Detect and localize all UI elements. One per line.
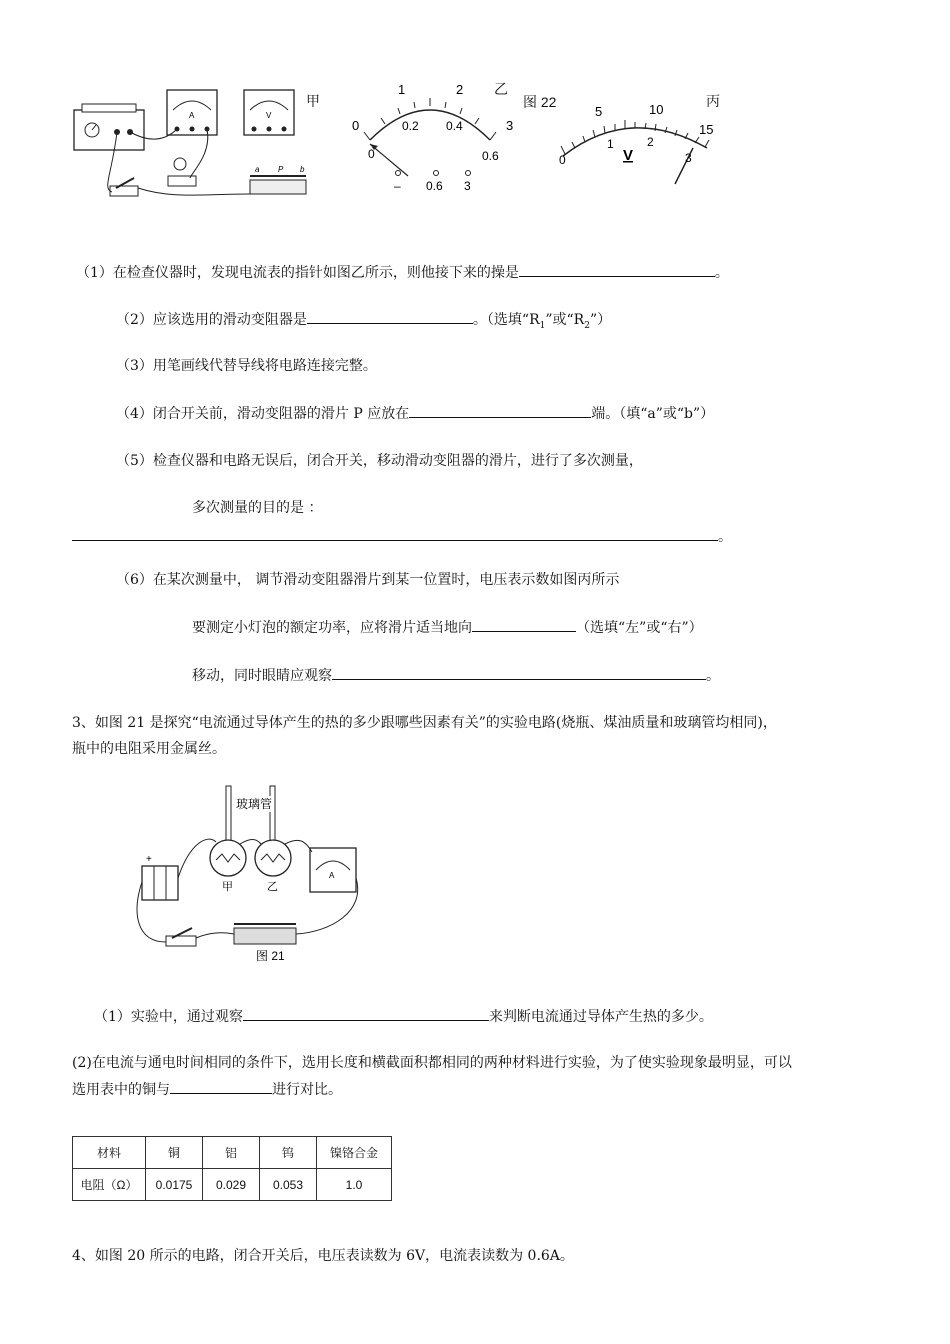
voltmeter-letter: V: [266, 111, 272, 120]
amm-top-1: 1: [398, 82, 406, 97]
table-row: [73, 1169, 392, 1201]
q2-item-3: （3）用笔画线代替导线将电路连接完整。: [116, 358, 377, 374]
q2-item-4: （4）闭合开关前，滑动变阻器的滑片 P 应放在 端。（填“a”或“b”）: [116, 403, 714, 424]
flask-jia: [210, 840, 246, 876]
switch-21: [166, 936, 196, 946]
table-cell-nichrome: 1.0: [317, 1169, 392, 1201]
switch: [110, 186, 138, 196]
q2-blank-4[interactable]: [409, 403, 591, 418]
q2-item-6: （6）在某次测量中， 调节滑动变阻器滑片到某一位置时，电压表示数如图丙所示: [116, 572, 620, 588]
q2-item-2: （2）应该选用的滑动变阻器是 。（选填“$R_1$”或“$R_2$”）: [116, 309, 611, 336]
rheostat-21: [234, 928, 296, 944]
label-fig22: 图 22: [523, 94, 557, 110]
amm-term-3: 3: [464, 179, 471, 193]
circuit-figure-21: [130, 782, 370, 962]
amm-term-neg: –: [394, 179, 401, 193]
q2-blank-6a[interactable]: [472, 617, 576, 632]
q3-item-1: （1）实验中，通过观察 来判断电流通过导体产生热的多少。: [94, 1006, 713, 1027]
volt-unit: V: [623, 147, 634, 164]
volt-bot-0: 0: [559, 153, 566, 167]
ammeter-21: [310, 848, 356, 892]
voltmeter-dial-bing: [535, 96, 725, 186]
q2-item-5-line: 。: [72, 526, 732, 547]
table-header-nichrome: 镍铬合金: [317, 1137, 392, 1169]
q2-item-6-line3: 移动，同时眼睛应观察 。: [192, 665, 720, 686]
volt-bot-2: 2: [647, 135, 654, 149]
volt-top-15: 15: [699, 122, 714, 137]
table-cell-copper: 0.0175: [146, 1169, 203, 1201]
volt-bot-1: 1: [607, 137, 614, 151]
flask-jia-label: 甲: [222, 881, 233, 893]
amm-bot-02: 0.2: [402, 119, 419, 133]
q3-item-2-line2: 选用表中的铜与 进行对比。: [72, 1079, 342, 1100]
label-yi: 乙: [494, 82, 508, 98]
q2-item-6-line2: 要测定小灯泡的额定功率，应将滑片适当地向 （选填“左”或“右”）: [192, 617, 703, 638]
amm-top-2: 2: [456, 82, 464, 97]
rheostat-label-b: b: [300, 165, 305, 174]
rheostat-label-a: a: [255, 165, 260, 174]
resistance-table: [72, 1136, 392, 1201]
amm-top-0: 0: [352, 118, 360, 133]
q2-blank-6b[interactable]: [332, 665, 706, 680]
amm-bot-06: 0.6: [482, 149, 499, 163]
table-header-material: 材料: [73, 1137, 146, 1169]
volt-top-5: 5: [595, 104, 603, 119]
tube-label: 玻璃管: [236, 797, 273, 811]
figure-21-caption: 图 21: [256, 949, 285, 962]
q3-blank-2[interactable]: [170, 1079, 272, 1094]
bulb: [174, 158, 186, 170]
ammeter-needle: [370, 144, 408, 176]
q2-blank-2[interactable]: [307, 309, 473, 324]
q2-blank-5[interactable]: [72, 526, 718, 541]
flask-yi: [255, 840, 291, 876]
q2-item-5-purpose: 多次测量的目的是 ：: [192, 500, 323, 516]
table-header-tungsten: 钨: [260, 1137, 317, 1169]
amm-term-06: 0.6: [426, 179, 443, 193]
table-cell-aluminum: 0.029: [203, 1169, 260, 1201]
table-row-label: 电阻（Ω）: [73, 1169, 146, 1201]
rheostat-label-p: P: [278, 165, 284, 174]
amm-bot-04: 0.4: [446, 119, 463, 133]
q2-item-1: （1）在检查仪器时，发现电流表的指针如图乙所示，则他接下来的操是 。: [76, 262, 729, 283]
q3-intro-2: 瓶中的电阻采用金属丝。: [72, 741, 226, 757]
battery: [142, 866, 178, 900]
ammeter-21-letter: A: [329, 871, 335, 880]
ammeter-letter: A: [189, 111, 195, 120]
table-header-copper: 铜: [146, 1137, 203, 1169]
amm-bot-0: 0: [368, 147, 375, 161]
table-header-aluminum: 铝: [203, 1137, 260, 1169]
flask-yi-label: 乙: [267, 881, 278, 893]
q4-text: 4、如图 20 所示的电路，闭合开关后，电压表读数为 6V，电流表读数为 0.6A。: [72, 1248, 574, 1264]
q3-blank-1[interactable]: [243, 1006, 489, 1021]
q2-blank-1[interactable]: [519, 262, 715, 277]
q2-item-5: （5）检查仪器和电路无误后，闭合开关，移动滑动变阻器的滑片，进行了多次测量，: [116, 453, 643, 469]
label-jia: 甲: [306, 94, 320, 110]
volt-bot-3: 3: [685, 151, 692, 165]
table-cell-tungsten: 0.053: [260, 1169, 317, 1201]
svg-text:+: +: [146, 854, 152, 865]
rheostat: [250, 180, 306, 194]
amm-top-3: 3: [506, 118, 514, 133]
ammeter-dial-yi: [340, 78, 520, 198]
q3-item-2: (2)在电流与通电时间相同的条件下，选用长度和横截面积都相同的两种材料进行实验，为了使实验现象最明显，可以: [72, 1055, 792, 1071]
table-row: [73, 1137, 392, 1169]
volt-top-10: 10: [649, 102, 664, 117]
q3-intro-1: 3、如图 21 是探究“电流通过导体产生的热的多少跟哪些因素有关”的实验电路(烧瓶、煤油质量和玻璃管均相同)，: [72, 715, 777, 731]
label-bing: 丙: [706, 94, 720, 110]
circuit-figure-jia: [72, 84, 322, 224]
